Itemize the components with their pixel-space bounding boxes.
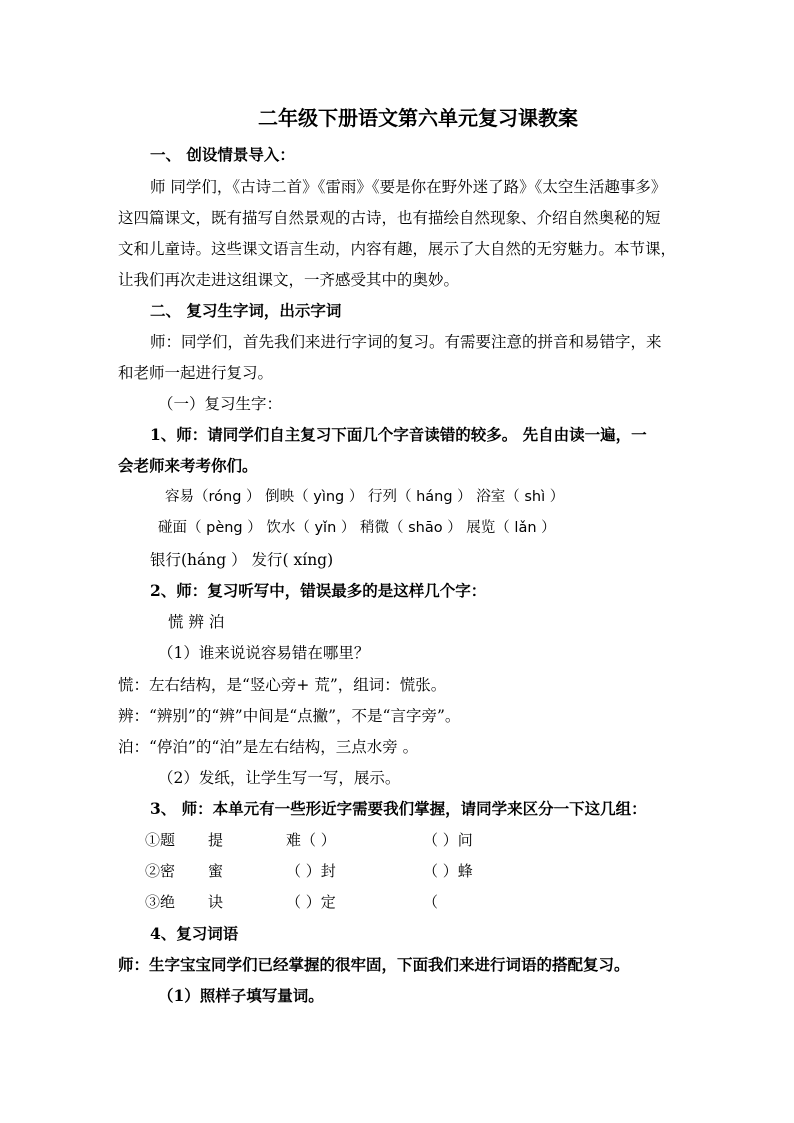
paragraph-line: 和老师一起进行复习。 bbox=[118, 364, 274, 382]
item-3-line: 3、 师：本单元有一些形近字需要我们掌握，请同学来区分一下这几组： bbox=[150, 799, 647, 818]
pinyin-row: 碰面（ pèng ） 饮水（ yǐn ） 稍微（ shāo ） 展览（ lǎn ） bbox=[158, 520, 556, 536]
question-1: （1）谁来说说容易错在哪里？ bbox=[158, 644, 370, 662]
group-cell: 蜜 bbox=[208, 862, 224, 880]
group-cell: （ ）问 bbox=[423, 831, 473, 849]
paragraph-line: 让我们再次走进这组课文，一齐感受其中的奥妙。 bbox=[118, 271, 460, 289]
explanation-line: 慌：左右结构，是“竖心旁+ 荒”，组词：慌张。 bbox=[118, 676, 447, 694]
paragraph-line: 这四篇课文，既有描写自然景观的古诗，也有描绘自然现象、介绍自然奥秘的短 bbox=[118, 209, 661, 227]
document-title: 二年级下册语文第六单元复习课教案 bbox=[258, 106, 578, 130]
paragraph-line: 师：同学们，首先我们来进行字词的复习。有需要注意的拼音和易错字，来 bbox=[150, 333, 662, 351]
question-2: （2）发纸，让学生写一写，展示。 bbox=[158, 769, 401, 787]
subsection-heading: （一）复习生字： bbox=[158, 395, 283, 413]
group-cell: ③绝 bbox=[145, 893, 176, 911]
paragraph-line: 文和儿童诗。这些课文语言生动，内容有趣，展示了大自然的无穷魅力。本节课， bbox=[118, 240, 677, 258]
item-2-line: 2、师：复习听写中，错误最多的是这样几个字： bbox=[150, 581, 487, 600]
group-cell: （ ）定 bbox=[286, 893, 336, 911]
error-chars: 慌 辨 泊 bbox=[168, 613, 225, 631]
group-cell: （ bbox=[423, 893, 439, 911]
group-cell: 提 bbox=[208, 831, 224, 849]
group-cell: 诀 bbox=[208, 893, 224, 911]
group-cell: ①题 bbox=[145, 831, 176, 849]
group-cell: （ ）封 bbox=[286, 862, 336, 880]
item-4-heading: 4、复习词语 bbox=[150, 924, 239, 943]
pinyin-row: 容易（róng ） 倒映（ yìng ） 行列（ háng ） 浴室（ shì ） bbox=[165, 489, 565, 505]
item-1-line: 1、师：请同学们自主复习下面几个字音读错的较多。 先自由读一遍，一 bbox=[150, 425, 647, 444]
explanation-line: 辨：“辨别”的“辨”中间是“点撇”，不是“言字旁”。 bbox=[118, 707, 461, 725]
item-1-line: 会老师来考考你们。 bbox=[118, 456, 258, 475]
item-4-line: 师：生字宝宝同学们已经掌握的很牢固，下面我们来进行词语的搭配复习。 bbox=[118, 955, 630, 974]
explanation-line: 泊：“停泊”的“泊”是左右结构，三点水旁 。 bbox=[118, 738, 419, 756]
section-1-heading: 一、 创设情景导入： bbox=[150, 145, 295, 164]
paragraph-line: 师 同学们，《古诗二首》《雷雨》《要是你在野外迷了路》《太空生活趣事多》 bbox=[150, 178, 667, 196]
group-cell: 难（ ） bbox=[286, 831, 336, 849]
pinyin-row: 银行(háng ） 发行( xíng) bbox=[150, 551, 334, 569]
group-cell: （ ）蜂 bbox=[423, 862, 473, 880]
section-2-heading: 二、 复习生字词，出示字词 bbox=[150, 301, 342, 320]
group-cell: ②密 bbox=[145, 862, 176, 880]
item-4-sub: （1）照样子填写量词。 bbox=[158, 986, 324, 1005]
